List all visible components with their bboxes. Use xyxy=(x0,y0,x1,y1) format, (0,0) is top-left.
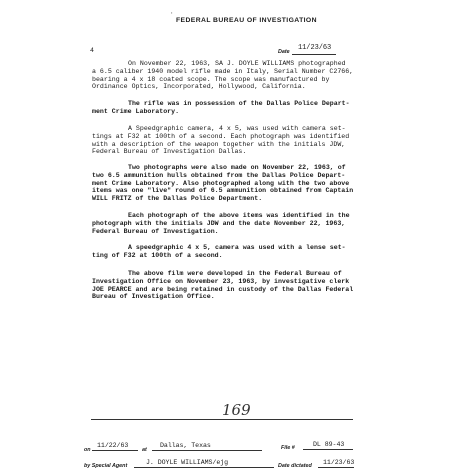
date-value: 11/23/63 xyxy=(298,44,332,52)
page-separator-line xyxy=(91,419,353,420)
footer-at-label: at xyxy=(142,447,147,453)
paragraph-line: Ordinance Optics, Incorporated, Hollywood, California. xyxy=(92,83,306,91)
paragraph-line: with a description of the weapon together with the initials JDW, xyxy=(92,140,346,148)
paragraph-line: Federal Bureau of Investigation. xyxy=(92,227,219,235)
date-underline xyxy=(292,54,336,55)
paragraph-line: Each photograph of the above items was identified in the xyxy=(128,212,350,219)
paragraph-line: ting of F32 at 100th of a second. xyxy=(92,251,223,259)
bureau-title: FEDERAL BUREAU OF INVESTIGATION xyxy=(176,17,317,24)
paragraph-line: A Speedgraphic camera, 4 x 5, was used with camera set- xyxy=(128,125,346,132)
paragraph-4 xyxy=(92,164,353,203)
paragraph-line: ment Crime Laboratory. xyxy=(92,107,180,115)
paragraph-line: On November 22, 1963, SA J. DOYLE WILLIAMS photographed xyxy=(128,60,346,67)
footer-agent-underline xyxy=(134,467,274,468)
paragraph-line: Investigation Office on November 23, 1963, by investigative clerk xyxy=(92,277,350,285)
footer-file-underline xyxy=(303,449,353,450)
footer-on-underline xyxy=(92,450,138,451)
paragraph-line: Federal Bureau of Investigation Dallas. xyxy=(92,148,247,156)
paragraph-line: The above film were developed in the Federal Bureau of xyxy=(128,270,342,277)
paragraph-7 xyxy=(92,270,353,301)
paragraph-5 xyxy=(92,212,350,235)
paragraph-line: a 6.5 caliber 1940 model rifle made in Italy, Serial Number C2766, xyxy=(92,67,354,75)
footer-on-label: on xyxy=(84,447,91,453)
corner-mark: 4 xyxy=(90,47,94,54)
paragraph-line: Two photographs were also made on November 22, 1963, of xyxy=(128,164,346,171)
footer-on-value: 11/22/63 xyxy=(97,442,129,449)
paragraph-2 xyxy=(92,100,350,116)
footer-at-underline xyxy=(152,450,262,451)
paragraph-line: A speedgraphic 4 x 5, camera was used with a lense set- xyxy=(128,244,346,251)
footer-file-value: DL 89-43 xyxy=(313,441,345,448)
footer-agent-value: J. DOYLE WILLIAMS/ejg xyxy=(146,459,229,466)
paragraph-line: tings at F32 at 100th of a second. Each photograph was identified xyxy=(92,132,350,140)
paragraph-line: two 6.5 ammunition hulls obtained from the Dallas Police Depart- xyxy=(92,171,346,179)
paragraph-line: ment Crime Laboratory. Also photographed along with the two above xyxy=(92,179,350,187)
handwritten-page-number: 169 xyxy=(222,401,251,419)
paragraph-line: Bureau of Investigation Office. xyxy=(92,293,215,301)
paragraph-line: bearing a 4 x 18 coated scope. The scope was manufactured by xyxy=(92,75,330,83)
date-label: Date xyxy=(278,49,290,55)
footer-dictated-label: Date dictated xyxy=(278,463,312,469)
header-tick-mark: ' xyxy=(171,12,173,19)
paragraph-line: photograph with the initials JDW and the date November 22, 1963, xyxy=(92,219,346,227)
footer-agent-label: by Special Agent xyxy=(84,463,128,469)
footer-dictated-underline xyxy=(318,467,354,468)
paragraph-line: items was one "live" round of 6.5 ammunition obtained from Captain xyxy=(92,187,354,195)
paragraph-line: JOE PEARCE and are being retained in custody of the Dallas Federal xyxy=(92,285,354,293)
footer-at-value: Dallas, Texas xyxy=(160,442,211,449)
footer-dictated-value: 11/23/63 xyxy=(323,459,355,466)
paragraph-6 xyxy=(92,244,346,260)
paragraph-line: WILL FRITZ of the Dallas Police Department. xyxy=(92,195,263,203)
footer-file-label: File # xyxy=(281,445,295,451)
paragraph-3 xyxy=(92,125,349,156)
paragraph-line: The rifle was in possession of the Dallas Police Depart- xyxy=(128,100,350,107)
paragraph-1 xyxy=(92,60,353,91)
